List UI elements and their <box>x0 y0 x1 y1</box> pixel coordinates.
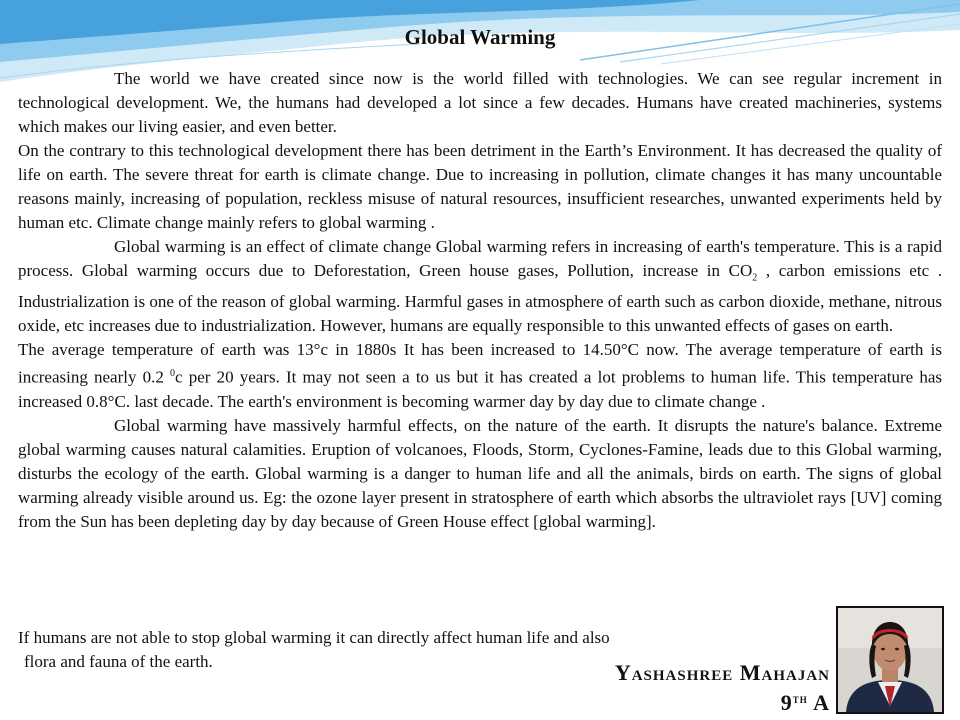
closing-line-1: If humans are not able to stop global warming it can directly affect human life and also <box>18 628 610 647</box>
essay-body <box>18 67 942 534</box>
author-grade: 9th A <box>780 690 830 715</box>
author-block <box>615 660 830 716</box>
paragraph-4: The average temperature of earth was 13°c in 1880s It has been increased to 14.50°C now. The average temperature of earth is increasing nearly 0.2 $^0$c per 20 years. It may not seen a to us but it has created a lot problems to human life. This temperature has increased 0.8°C. last decade. The earth's environment is becoming warmer day by day due to climate change . <box>18 340 943 412</box>
paragraph-2: On the contrary to this technological development there has been detriment in the Earth’s Environment. It has decreased the quality of life on earth. The severe threat for earth is climate change. Due to increasing in pollution, climate changes it has many uncountable reasons mainly, increasing of population, reckless misuse of natural resources, insufficient researches, unwanted experiments held by human etc. Climate change mainly refers to global warming . <box>18 141 942 232</box>
paragraph-5: Global warming have massively harmful effects, on the nature of the earth. It disrupts the nature's balance. Extreme global warming causes natural calamities. Eruption of volcanoes, Floods, Storm, Cyclones-Famine, leads due to this Global warming, disturbs the ecology of the earth. Global warming is a danger to human life and all the animals, birds on earth. The signs of global warming already visible around us. Eg: the ozone layer present in stratosphere of earth which absorbs the ultraviolet rays [UV] coming from the Sun has been depleting day by day because of Green House effect [global warming]. <box>18 416 942 532</box>
closing-paragraph <box>18 626 610 674</box>
paragraph-3: Global warming is an effect of climate change Global warming refers in increasing of earth's temperature. This is a rapid process. Global warming occurs due to Deforestation, Green house gases, Pollution, increase in $CO_2$ , carbon emissions etc . Industrialization is one of the reason of global warming. Harmful gases in atmosphere of earth such as carbon dioxide, methane, nitrous oxide, etc increases due to industrialization. However, humans are equally responsible to this unwanted effects of gases on earth. <box>18 237 942 336</box>
author-photo <box>836 606 944 714</box>
author-name: Yashashree Mahajan <box>614 660 830 685</box>
page-title: Global Warming <box>404 25 556 49</box>
student-portrait-icon <box>838 608 942 712</box>
paragraph-1: The world we have created since now is the world filled with technologies. We can see regular increment in technological development. We, the humans had developed a lot since a few decades. Humans have created machineries, systems which makes our living easier, and even better. <box>18 69 942 136</box>
closing-line-2: flora and fauna of the earth. <box>24 652 213 671</box>
